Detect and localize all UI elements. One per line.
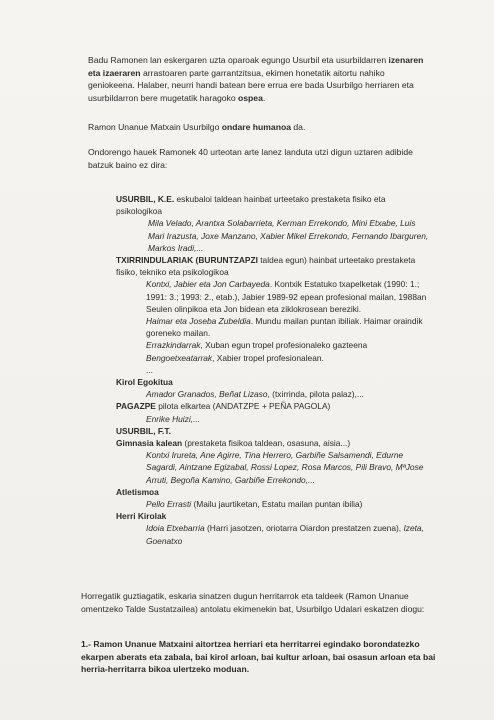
entry-gimnasia: Gimnasia kalean (prestaketa fisikoa taldean, osasuna, aisia...) Kontxi Irureta, Ane Agirre, Tina Herrero, Garbiñe Salsamendi, Edurne Sagardi, Aintzane Egizabal, Rossi Lopez, Rosa Marcos, Pili Bravo, MªJose Arruti, Begoña Kamino, Garbiñe Errekondo,... — [116, 438, 424, 485]
lead-paragraph: Ondorengo hauek Ramonek 40 urteotan arte lanez landuta utzi digun uztaren adibide batzuk baino ez dira: — [88, 147, 413, 170]
intro-paragraph: Badu Ramonen lan eskergaren uzta oparoak egungo Usurbil eta usurbildarren izenaren eta izaeraren arrastoaren parte garrantzitsua, ekimen honetatik aitortu nahiko geniokeena. Halaber, neurri handi batean bere errua ere bada Usurbilgo herriaren eta usurbildarron bere mugetatik haragoko ospea. — [88, 55, 424, 103]
statement-paragraph: Ramon Unanue Matxain Usurbilgo ondare humanoa da. — [88, 122, 306, 132]
entry-pagazpe: PAGAZPE pilota elkartea (ANDATZPE + PEÑA PAGOLA) Enrike Huizi,... — [116, 401, 331, 424]
entry-usurbil-ft: USURBIL, F.T. — [116, 425, 171, 436]
entry-atletismoa: Atletismoa Pello Errasti (Mailu jaurtiketan, Estatu mailan puntan ibilia) — [116, 486, 363, 510]
entry-usurbil-ke: USURBIL, K.E. eskubaloi taldean hainbat urteetako prestaketa fisiko eta psikologikoa Mila Velado, Arantxa Solabarrieta, Kerman Errekondo, Mini Etxabe, Luis Mari Irazusta, Joxe Manzano, Xabier Mikel Errekondo, Fernando Ibarguren, Markos Iradi,... — [116, 194, 429, 253]
entry-herri-kirolak: Herri Kirolak Idoia Etxebarria (Harri jasotzen, oriotarra Oiardon prestatzen zuena), Izeta, Goenatxo — [116, 511, 424, 546]
entry-txirrindulariak: TXIRRINDULARIAK (BURUNTZAPZI taldea egun) hainbat urteetako prestaketa fisiko, tekniko eta psikologikoa Kontxi, Jabier eta Jon Carbayeda. Kontxik Estatuko txapelketak (1990: 1.; 1991: 3.; 1993: 2., etab.), Jabier 1989-92 epean profesional mailan, 1988an Seulen olinpikoa eta Jon bidean eta ziklokrosean bereziki. Haimar eta Joseba Zubeldia. Mundu mailan puntan ibiliak. Haimar oraindik goreneko mailan. Errazkindarrak, Xuban egun tropel profesionaleko gazteena Bengoetxeatarrak, Xabier tropel profesionalean. ... — [116, 255, 427, 375]
request-paragraph: 1.- Ramon Unanue Matxaini aitortzea herriari eta herritarrei egindako borondatezko ekarpen aberats eta zabala, bai kirol arloan, bai kultur arloan, bai osasun arloan eta bai herria-herritarra bikoa ulertzeko moduan. — [81, 639, 436, 675]
closing-paragraph: Horregatik guztiagatik, eskaria sinatzen dugun herritarrok eta taldeek (Ramon Unanue omentzeko Talde Sustatzailea) antolatu ekimenekin bat, Usurbilgo Udalari eskatzen diogu: — [81, 591, 425, 614]
entry-kirol-egokitua: Kirol Egokitua Amador Granados, Beñat Lizaso, (txirrinda, pilota palaz),... — [116, 377, 364, 400]
examples-list — [116, 193, 466, 547]
